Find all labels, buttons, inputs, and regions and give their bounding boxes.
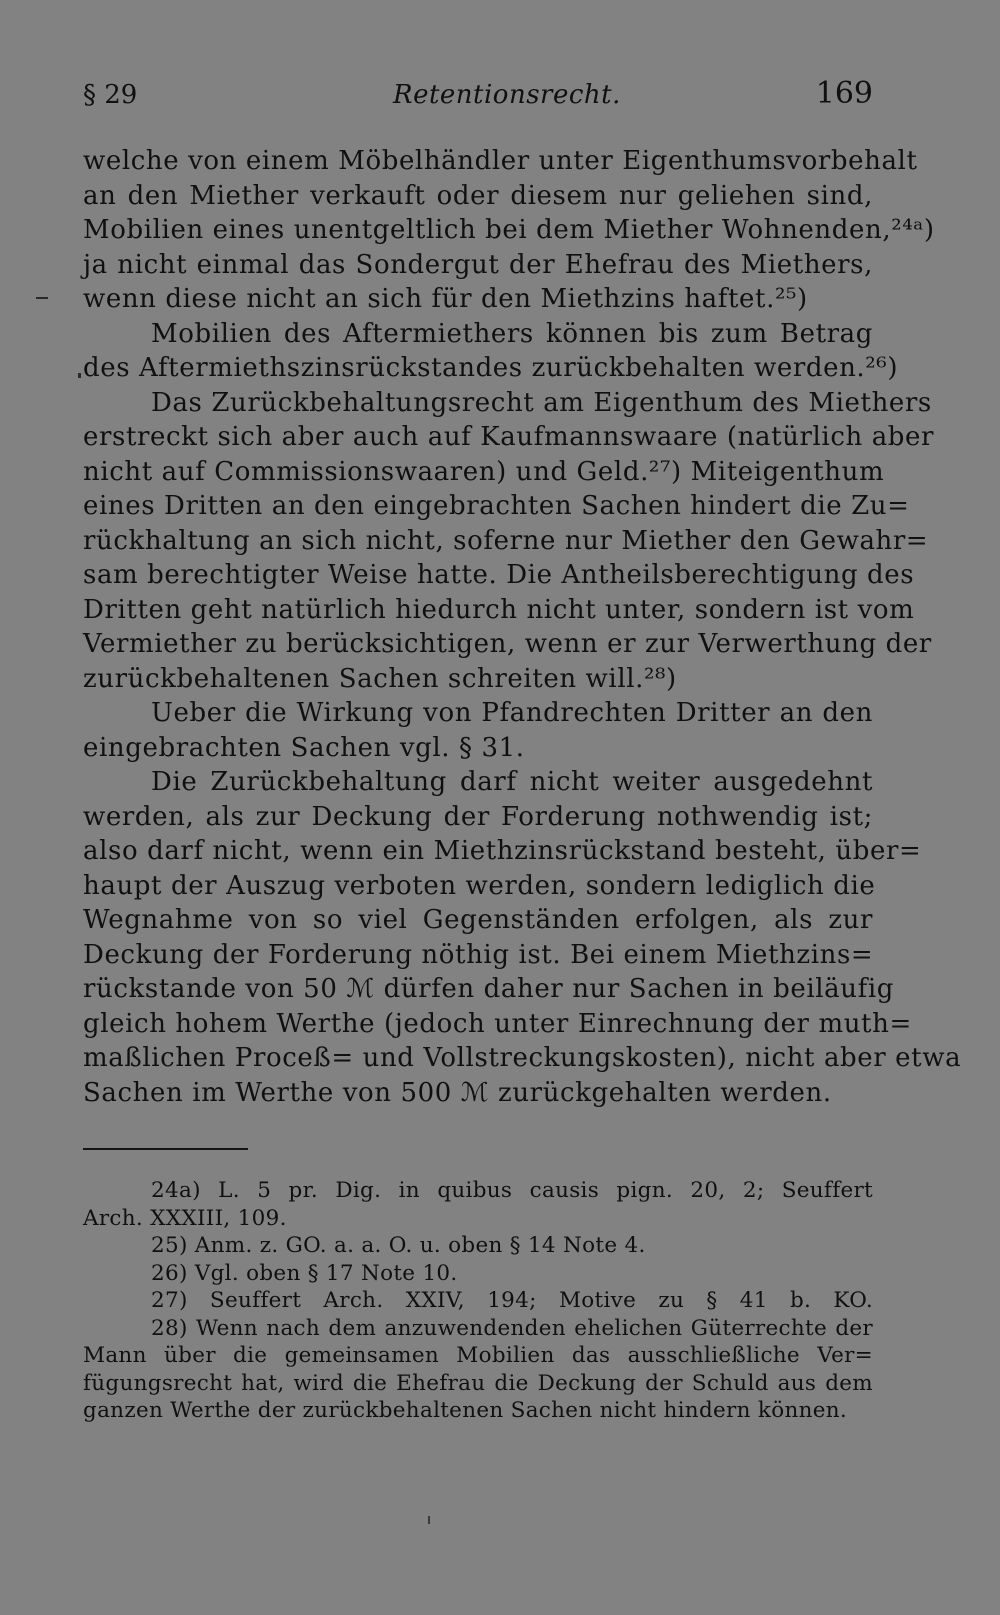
footnote-line: 25) Anm. z. GO. a. a. O. u. oben § 14 Note 4. <box>151 1233 646 1258</box>
text-line: maßlichen Proceß= und Vollstreckungskosten), nicht aber etwa <box>83 1043 962 1073</box>
text-line: nicht auf Commissionswaaren) und Geld.²⁷) Miteigenthum <box>83 456 885 487</box>
text-line: welche von einem Möbelhändler unter Eigenthumsvorbehalt <box>83 146 918 176</box>
text-line: zurückbehaltenen Sachen schreiten will.²⁸) <box>83 663 677 694</box>
text-line: Deckung der Forderung nöthig ist. Bei einem Miethzins= <box>83 939 874 970</box>
text-line: Die Zurückbehaltung darf nicht weiter ausgedehnt <box>151 767 873 797</box>
text-line: an den Miether verkauft oder diesem nur geliehen sind, <box>83 180 873 211</box>
text-line: Vermiether zu berücksichtigen, wenn er zur Verwerthung der <box>83 629 932 659</box>
text-line: ja nicht einmal das Sondergut der Ehefrau des Miethers, <box>83 249 873 280</box>
text-line: erstreckt sich aber auch auf Kaufmannswaare (natürlich aber <box>83 422 935 452</box>
text-line: wenn diese nicht an sich für den Miethzins haftet.²⁵) <box>83 284 808 314</box>
print-mark <box>428 1516 430 1524</box>
text-line: des Aftermiethszinsrückstandes zurückbehalten werden.²⁶) <box>83 353 899 383</box>
text-line: werden, als zur Deckung der Forderung nothwendig ist; <box>83 801 873 832</box>
footnote-line: 27) Seuffert Arch. XXIV, 194; Motive zu § 41 b. KO. <box>151 1288 873 1313</box>
footnote-line: Arch. XXXIII, 109. <box>83 1205 287 1231</box>
footnote-line: 28) Wenn nach dem anzuwendenden ehelichen Güterrechte der <box>151 1315 873 1341</box>
text-line: also darf nicht, wenn ein Miethzinsrückstand besteht, über= <box>83 836 922 866</box>
footnote-line: Mann über die gemeinsamen Mobilien das ausschließliche Ver= <box>83 1343 873 1368</box>
margin-mark <box>36 297 48 299</box>
footnotes <box>83 1177 873 1425</box>
text-line: Wegnahme von so viel Gegenständen erfolgen, als zur <box>83 905 873 935</box>
text-line: Dritten geht natürlich hiedurch nicht unter, sondern ist vom <box>83 594 915 625</box>
running-header <box>83 76 873 116</box>
text-line: sam berechtigter Weise hatte. Die Antheilsberechtigung des <box>83 560 915 590</box>
text-line: Sachen im Werthe von 500 ℳ zurückgehalten werden. <box>83 1077 832 1108</box>
header-section-number: § 29 <box>83 80 138 110</box>
text-line: rückstande von 50 ℳ dürfen daher nur Sachen in beiläufig <box>83 974 895 1004</box>
footnote-line: 26) Vgl. oben § 17 Note 10. <box>151 1260 458 1286</box>
footnote-line: 24a) L. 5 pr. Dig. in quibus causis pign. 20, 2; Seuffert <box>151 1178 873 1203</box>
text-line: haupt der Auszug verboten werden, sondern lediglich die <box>83 870 876 901</box>
text-line: Ueber die Wirkung von Pfandrechten Dritter an den <box>151 698 873 728</box>
text-line: rückhaltung an sich nicht, soferne nur Miether den Gewahr= <box>83 525 929 556</box>
text-line: eingebrachten Sachen vgl. § 31. <box>83 732 525 763</box>
text-line: Das Zurückbehaltungsrecht am Eigenthum des Miethers <box>151 387 932 418</box>
footnote-line: ganzen Werthe der zurückbehaltenen Sachen nicht hindern können. <box>83 1398 848 1423</box>
header-title: Retentionsrecht. <box>393 80 621 110</box>
footnote-divider <box>83 1148 248 1150</box>
main-text <box>83 144 962 1110</box>
text-line: Mobilien des Aftermiethers können bis zum Betrag <box>151 318 873 349</box>
text-line: Mobilien eines unentgeltlich bei dem Miether Wohnenden,²⁴ᵃ) <box>83 215 935 245</box>
text-line: eines Dritten an den eingebrachten Sachen hindert die Zu= <box>83 491 910 521</box>
margin-mark <box>78 373 81 378</box>
page-number: 169 <box>815 76 873 111</box>
footnote-line: fügungsrecht hat, wird die Ehefrau die Deckung der Schuld aus dem <box>83 1370 873 1396</box>
text-line: gleich hohem Werthe (jedoch unter Einrechnung der muth= <box>83 1008 912 1039</box>
